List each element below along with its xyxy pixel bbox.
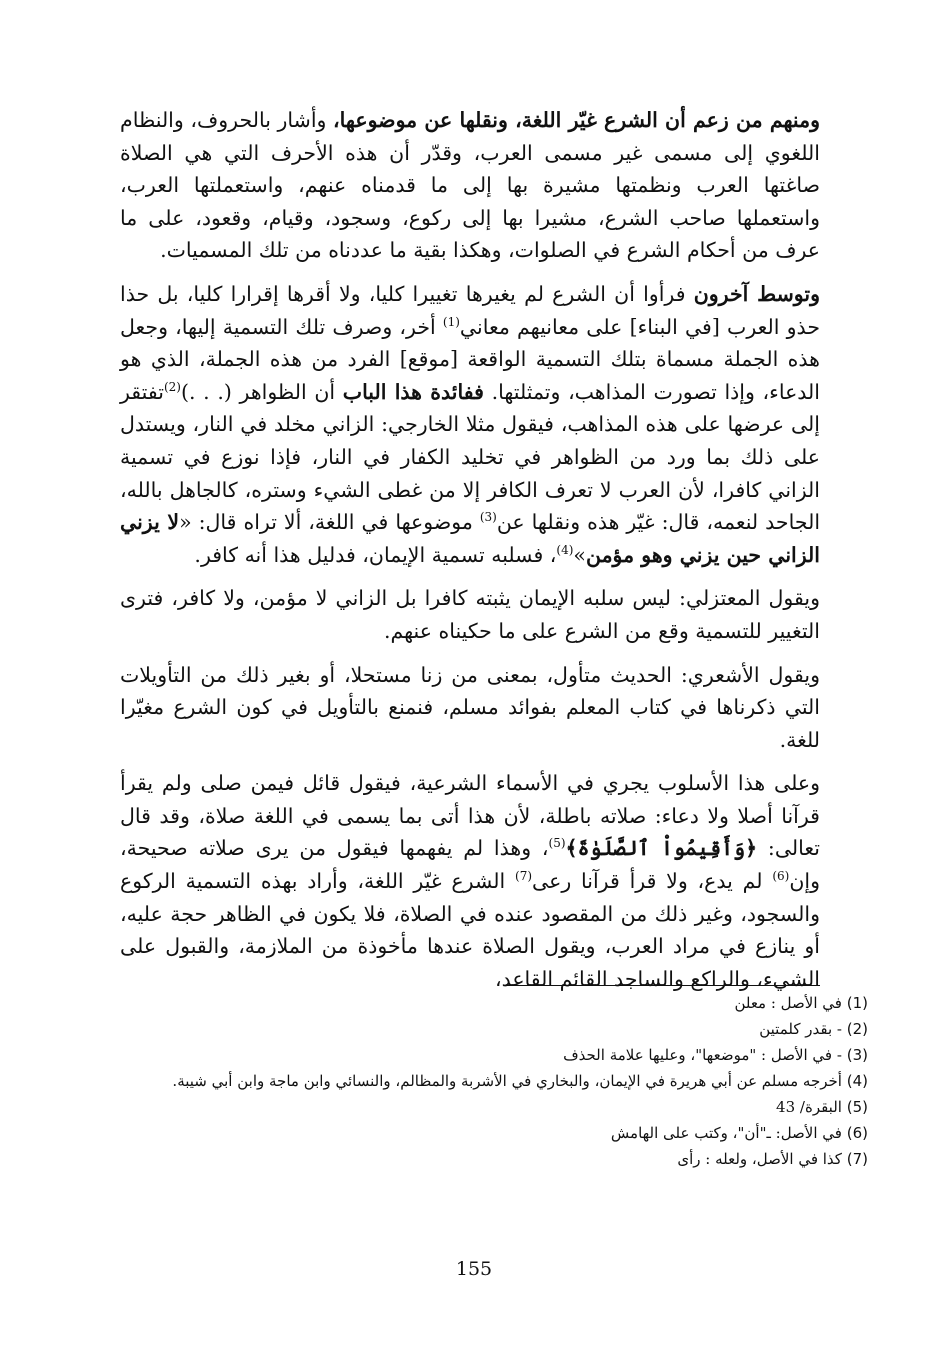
footnote-separator bbox=[505, 985, 820, 986]
footnote-number: (1) bbox=[846, 994, 868, 1012]
footnote-5 bbox=[150, 1096, 868, 1118]
footnote-number: (5) bbox=[846, 1098, 868, 1116]
paragraph-text: لم يدع، ولا قرأ قرآنا رعى bbox=[532, 869, 773, 894]
footnote-7 bbox=[150, 1148, 868, 1170]
footnote-ref-2[interactable]: (2) bbox=[163, 379, 181, 394]
paragraph-text: الشرع غيّر اللغة، وأراد بهذه التسمية الركوع والسجود، وغير ذلك من المقصود عنده في الصلاة، فلا يكون في الظاهر حجة عليه، أو ينازع في مراد العرب، ويقول الصلاة عندها مأخوذة من الملازمة، والقبول على الشيء، والراكع والساجد القائم القاعد، bbox=[120, 869, 820, 991]
paragraph-text: تفتقر إلى عرضها على هذه المذاهب، فيقول مثلا الخارجي: الزاني مخلد في النار، ويستدل على ذلك بما ورد من الظواهر في تخليد الكفار في النار، فإذا نوزع في تسمية الزاني كافرا، لأن العرب لا تعرف الكافر إلا من غطى الشيء وستره، كالجاهل بالله، الجاحد لنعمه، قال: غيّر هذه ونقلها عن bbox=[120, 379, 821, 535]
paragraph-text: ويقول المعتزلي: ليس سلبه الإيمان يثبته كافرا بل الزاني لا مؤمن، ولا كافر، فترى التغيير للتسمية وقع من الشرع على ما حكيناه عنهم. bbox=[120, 586, 820, 643]
footnote-number: (4) bbox=[846, 1072, 868, 1090]
footnote-text: - بقدر كلمتين bbox=[759, 1020, 842, 1038]
footnote-number: (2) bbox=[846, 1020, 868, 1038]
footnote-number: (7) bbox=[846, 1150, 868, 1168]
footnote-ref-1[interactable]: (1) bbox=[442, 314, 460, 329]
footnote-6 bbox=[150, 1122, 868, 1144]
paragraph-2 bbox=[120, 278, 820, 571]
footnote-2 bbox=[150, 1018, 868, 1040]
footnote-text: كذا في الأصل، ولعله : رأى bbox=[677, 1150, 842, 1168]
quran-verse: ﴿وَأَقِيمُواْ ٱلصَّلَوٰةَ﴾ bbox=[565, 836, 758, 861]
paragraph-text: وأشار بالحروف، والنظام اللغوي إلى مسمى غير مسمى العرب، وقدّر أن هذه الأحرف التي هي الصلاة صاغتها العرب ونظمتها مشيرة بها إلى ما قدمناه عنهم، واستعملتها العرب، واستعملها صاحب الشرع، مشيرا بها إلى ركوع، وسجود، وقيام، وقعود، على ما عرف من أحكام الشرع في الصلوات، وهكذا بقية ما عددناه من تلك المسميات. bbox=[120, 108, 820, 263]
paragraph-lead: ومنهم من زعم أن الشرع غيّر اللغة، ونقلها عن موضوعها، bbox=[333, 108, 821, 132]
footnote-number: (3) bbox=[846, 1046, 868, 1064]
paragraph-1 bbox=[120, 104, 820, 267]
paragraph-text: موضوعها في اللغة، ألا تراه قال: « bbox=[179, 510, 480, 535]
footnote-text: أخرجه مسلم عن أبي هريرة في الإيمان، والبخاري في الأشربة والمظالم، والنسائي وابن ماجة وابن أبي شيبة. bbox=[172, 1072, 842, 1090]
footnote-3 bbox=[150, 1044, 868, 1066]
footnote-ref-7[interactable]: (7) bbox=[515, 869, 533, 884]
page-body bbox=[120, 104, 820, 1006]
footnotes bbox=[150, 992, 868, 1174]
paragraph-3 bbox=[120, 582, 820, 647]
footnote-1 bbox=[150, 992, 868, 1014]
footnote-ref-6[interactable]: (6) bbox=[772, 869, 790, 884]
footnote-4 bbox=[150, 1070, 868, 1092]
paragraph-text: أخر، وصرف تلك التسمية إليها، وجعل هذه الجملة مسماة بتلك التسمية الواقعة [موقع] الفرد من هذه الجملة، الذي هو الدعاء، وإذا تصورت المذاهب، وتمثلتها. bbox=[120, 314, 820, 404]
footnote-text: البقرة/ 43 bbox=[776, 1098, 842, 1116]
paragraph-text: وعلى هذا الأسلوب يجري في الأسماء الشرعية، فيقول قائل فيمن صلى ولم يقرأ قرآنا أصلا ولا دعاء: صلاته باطلة، لأن هذا أتى بما يسمى في اللغة صلاة، وقد قال تعالى: bbox=[120, 771, 820, 861]
paragraph-text: فرأوا أن الشرع لم يغيرها تغييرا كليا، ولا أقرها إقرارا كليا، بل حذا حذو العرب [في البناء] على معانيهم معاني bbox=[120, 281, 820, 339]
footnote-text: في الأصل : معلن bbox=[734, 994, 842, 1012]
paragraph-text: ، وهذا لم يفهمها فيقول من يرى صلاته صحيحة، وإن bbox=[120, 836, 820, 894]
footnote-ref-3[interactable]: (3) bbox=[479, 510, 497, 525]
paragraph-5 bbox=[120, 767, 820, 995]
footnote-ref-5[interactable]: (5) bbox=[548, 836, 566, 851]
page-number: 155 bbox=[455, 1258, 493, 1280]
footnote-text: في الأصل: ـ"أن"، وكتب على الهامش bbox=[610, 1124, 842, 1142]
footnote-number: (6) bbox=[846, 1124, 868, 1142]
paragraph-lead: وتوسط آخرون bbox=[693, 281, 820, 306]
paragraph-text: ويقول الأشعري: الحديث متأول، بمعنى من زنا مستحلا، أو بغير ذلك من التأويلات التي ذكرناها في كتاب المعلم بفوائد مسلم، فنمنع بالتأويل في كون الشرع مغيّرا للغة. bbox=[120, 662, 820, 752]
footnote-text: - في الأصل : "موضعها"، وعليها علامة الحذف bbox=[563, 1046, 842, 1064]
hadith-quote: لا يزني الزاني حين يزني وهو مؤمن bbox=[120, 510, 820, 567]
paragraph-text: ، فسلبه تسمية الإيمان، فدليل هذا أنه كافر. bbox=[194, 542, 557, 567]
paragraph-4 bbox=[120, 659, 820, 757]
paragraph-text: » bbox=[573, 542, 586, 567]
paragraph-text: أن الظواهر (. . .) bbox=[180, 379, 343, 404]
footnote-ref-4[interactable]: (4) bbox=[556, 542, 574, 557]
bold-phrase: ففائدة هذا الباب bbox=[342, 379, 484, 404]
